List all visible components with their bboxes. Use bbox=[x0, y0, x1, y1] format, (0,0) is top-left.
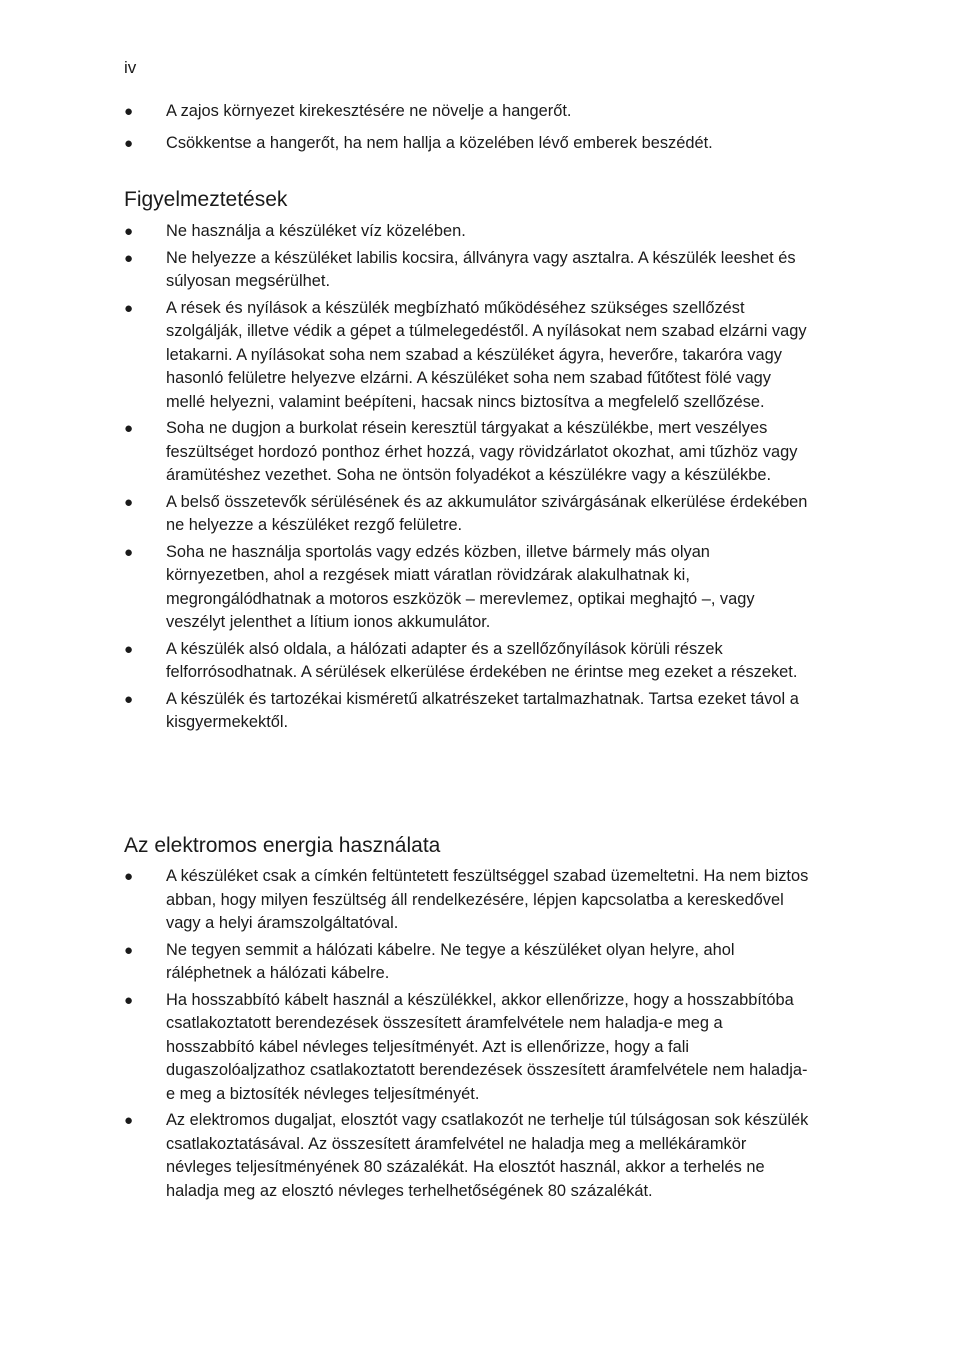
bullet-icon: ● bbox=[124, 543, 134, 561]
list-item: ● Az elektromos dugaljat, elosztót vagy csatlakozót ne terhelje túl túlságosan sok készülék csatlakoztatásával. Az összesített áramfelvétel ne haladja meg a mellékáramkör névleges teljesítményének 80 százalékát. Ha elosztót használ, akkor a terhelés ne haladja meg az elosztó névleges terhelhetőségének 80 százalékát. bbox=[124, 1111, 809, 1200]
bullet-icon: ● bbox=[124, 223, 134, 240]
section-title-warnings: Figyelmeztetések bbox=[124, 188, 288, 211]
list-item: ● Ne tegyen semmit a hálózati kábelre. Ne tegye a készüléket olyan helyre, ahol ráléphetnek a hálózati kábelre. bbox=[124, 940, 735, 982]
list-item: ● A rések és nyílások a készülék megbízható működéséhez szükséges szellőzést szolgálják, illetve védik a gépet a túlmelegedéstől. A nyílásokat nem szabad elzárni vagy letakarni. A nyílásokat soha nem szabad a készüléket ágyra, heverőre, takaróra vagy hasonló felületre helyezve elzárni. A készüléket soha nem szabad fűtőtest fölé vagy mellé helyezni, valamint beépíteni, hacsak nincs biztosítva a megfelelő szellőzése. bbox=[124, 298, 807, 411]
bullet-icon: ● bbox=[124, 1112, 134, 1129]
bullet-icon: ● bbox=[124, 103, 134, 120]
list-item: ● A zajos környezet kirekesztésére ne növelje a hangerőt. bbox=[124, 100, 814, 124]
bullet-icon: ● bbox=[124, 299, 134, 317]
bullet-icon: ● bbox=[124, 690, 134, 708]
bullet-icon: ● bbox=[124, 941, 134, 959]
bullet-icon: ● bbox=[124, 868, 134, 885]
bullet-icon: ● bbox=[124, 249, 134, 267]
list-item: ● A készülék és tartozékai kisméretű alkatrészeket tartalmazhatnak. Tartsa ezeket távol a kisgyermekektől. bbox=[124, 689, 799, 731]
list-item: ● A belső összetevők sérülésének és az akkumulátor szivárgásának elkerülése érdekében ne helyezze a készüléket rezgő felületre. bbox=[124, 492, 808, 534]
list-item: ● Ne helyezze a készüléket labilis kocsira, állványra vagy asztalra. A készülék leeshet és súlyosan megsérülhet. bbox=[124, 248, 796, 290]
electricity-list bbox=[124, 865, 814, 1206]
bullet-icon: ● bbox=[124, 420, 134, 437]
list-item: ● Soha ne dugjon a burkolat résein keresztül tárgyakat a készülékbe, mert veszélyes feszültséget hordozó ponthoz érhet hozzá, vagy rövidzárlatot okozhat, ami tűzhöz vagy áramütéshez vezethet. Soha ne öntsön folyadékot a készülékre vagy a készülékbe. bbox=[124, 419, 798, 484]
intro-list bbox=[124, 100, 814, 158]
bullet-icon: ● bbox=[124, 640, 134, 658]
list-item: ● Ne használja a készüléket víz közelében. bbox=[124, 220, 814, 244]
warnings-list bbox=[124, 220, 814, 738]
section-title-electricity: Az elektromos energia használata bbox=[124, 834, 441, 857]
bullet-icon: ● bbox=[124, 134, 134, 152]
list-item: ● A készülék alsó oldala, a hálózati adapter és a szellőzőnyílások körüli részek felforrósodhatnak. A sérülések elkerülése érdekében ne érintse meg ezeket a részeket. bbox=[124, 639, 798, 681]
list-item: ● A készüléket csak a címkén feltüntetett feszültséggel szabad üzemeltetni. Ha nem biztos abban, hogy milyen feszültség áll rendelkezésére, lépjen kapcsolatba a kereskedővel vagy a helyi áramszolgáltatóval. bbox=[124, 867, 809, 932]
bullet-icon: ● bbox=[124, 493, 134, 511]
list-item: ● Ha hosszabbító kábelt használ a készülékkel, akkor ellenőrizze, hogy a hosszabbítóba csatlakoztatott berendezések összesített áramfelvétele nem haladja-e meg a hosszabbító kábel névleges teljesítményét. Azt is ellenőrizze, hogy a fali dugaszolóaljzathoz csatlakoztatott berendezések összesített áramfelvétele nem haladja-e meg a biztosíték névleges teljesítményét. bbox=[124, 990, 808, 1103]
bullet-icon: ● bbox=[124, 991, 134, 1009]
list-item: ● Csökkentse a hangerőt, ha nem hallja a közelében lévő emberek beszédét. bbox=[124, 132, 814, 156]
list-item: ● Soha ne használja sportolás vagy edzés közben, illetve bármely más olyan környezetben, ahol a rezgések miatt váratlan rövidzárak alakulhatnak ki, megrongálódhatnak a motoros eszközök – merevlemez, optikai meghajtó –, vagy veszélyt jelenthet a lítium ionos akkumulátor. bbox=[124, 542, 755, 631]
page-number: iv bbox=[124, 58, 137, 77]
